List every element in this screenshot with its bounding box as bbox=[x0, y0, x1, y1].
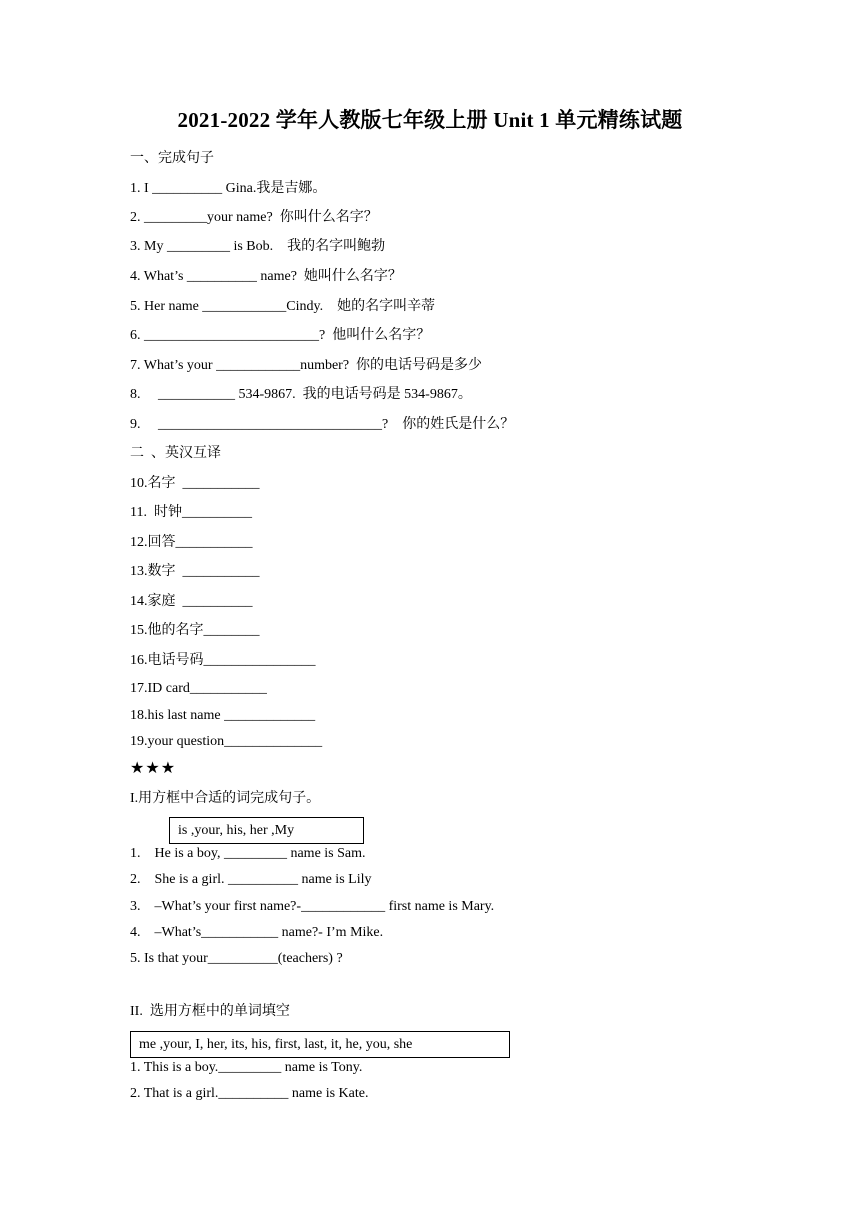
section2-item-12: 12.回答___________ bbox=[130, 535, 253, 550]
section2-item-19: 19.your question______________ bbox=[130, 734, 323, 749]
section2-item-16: 16.电话号码________________ bbox=[130, 653, 316, 668]
section1-item-9: 9. ________________________________? 你的姓氏是什么？ bbox=[130, 417, 515, 432]
section2-item-10: 10.名字 ___________ bbox=[130, 476, 260, 491]
section1-item-2: 2. _________your name? 你叫什么名字？ bbox=[130, 210, 378, 225]
section1-item-4: 4. What’s __________ name? 她叫什么名字？ bbox=[130, 269, 402, 284]
partII-item-2: 2. That is a girl.__________ name is Kate. bbox=[130, 1086, 369, 1101]
star-rating: ★★★ bbox=[130, 760, 177, 777]
section2-item-14: 14.家庭 __________ bbox=[130, 594, 253, 609]
partI-item-3: 3. –What’s your first name?-____________ first name is Mary. bbox=[130, 899, 495, 914]
section2-item-13: 13.数字 ___________ bbox=[130, 564, 260, 579]
section2-item-17: 17.ID card___________ bbox=[130, 681, 267, 696]
worksheet-title: 2021-2022 学年人教版七年级上册 Unit 1 单元精练试题 bbox=[177, 108, 683, 132]
partI-item-4: 4. –What’s___________ name?- I’m Mike. bbox=[130, 925, 384, 940]
section1-item-5: 5. Her name ____________Cindy. 她的名字叫辛蒂 bbox=[130, 299, 436, 314]
partII-word-box: me ,your, I, her, its, his, first, last, it, he, you, she bbox=[130, 1031, 510, 1058]
partII-heading: II. 选用方框中的单词填空 bbox=[130, 1004, 290, 1019]
section1-item-8: 8. ___________ 534-9867. 我的电话号码是 534-9867。 bbox=[130, 387, 472, 402]
partI-heading: I.用方框中合适的词完成句子。 bbox=[130, 791, 321, 806]
section1-heading: 一、完成句子 bbox=[130, 151, 214, 166]
section1-item-3: 3. My _________ is Bob. 我的名字叫鲍勃 bbox=[130, 239, 386, 254]
section2-item-15: 15.他的名字________ bbox=[130, 623, 260, 638]
partI-item-5: 5. Is that your__________(teachers) ? bbox=[130, 951, 343, 966]
partI-item-1: 1. He is a boy, _________ name is Sam. bbox=[130, 846, 366, 861]
section1-item-6: 6. _________________________? 他叫什么名字？ bbox=[130, 328, 431, 343]
partI-item-2: 2. She is a girl. __________ name is Lily bbox=[130, 872, 372, 887]
partII-item-1: 1. This is a boy._________ name is Tony. bbox=[130, 1060, 363, 1075]
section1-item-7: 7. What’s your ____________number? 你的电话号码是多少 bbox=[130, 358, 483, 373]
partI-word-box: is ,your, his, her ,My bbox=[169, 817, 364, 844]
section1-item-1: 1. I __________ Gina.我是吉娜。 bbox=[130, 181, 327, 196]
section2-heading: 二 、英汉互译 bbox=[130, 446, 221, 461]
section2-item-11: 11. 时钟__________ bbox=[130, 505, 252, 520]
section2-item-18: 18.his last name _____________ bbox=[130, 708, 316, 723]
